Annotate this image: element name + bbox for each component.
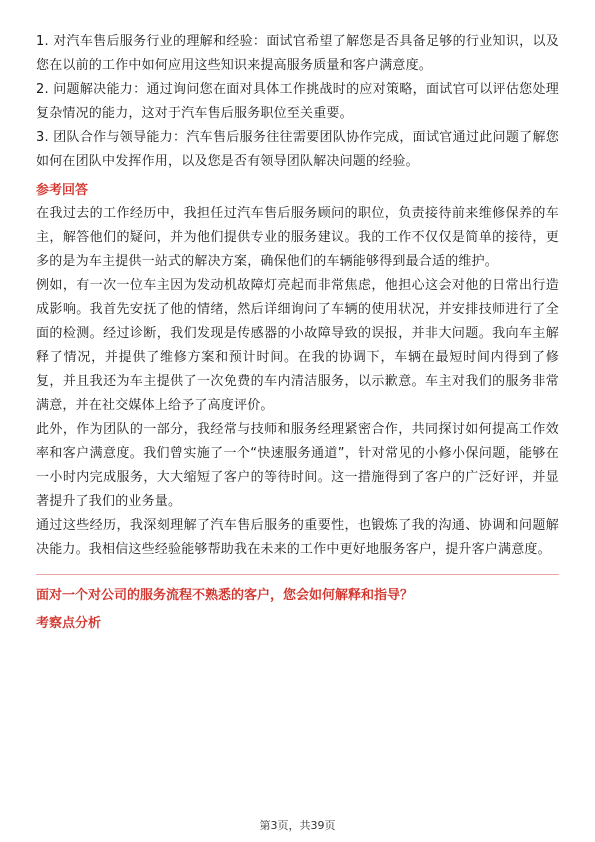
criteria-item-1: 1. 对汽车售后服务行业的理解和经验：面试官希望了解您是否具备足够的行业知识，以及您在以前的工作中如何应用这些知识来提高服务质量和客户满意度。 <box>36 34 559 73</box>
criteria-item-2: 2. 问题解决能力：通过询问您在面对具体工作挑战时的应对策略，面试官可以评估您处理复杂情况的能力，这对于汽车售后服务职位至关重要。 <box>36 82 559 121</box>
document-page <box>36 30 559 635</box>
criteria-item-3: 3. 团队合作与领导能力：汽车售后服务往往需要团队协作完成，面试官通过此问题了解您如何在团队中发挥作用，以及您是否有领导团队解决问题的经验。 <box>36 130 559 169</box>
section-divider <box>36 574 559 575</box>
answer-paragraph-2: 例如，有一次一位车主因为发动机故障灯亮起而非常焦虑，他担心这会对他的日常出行造成影响。我首先安抚了他的情绪，然后详细询问了车辆的使用状况，并安排技师进行了全面的检测。经过诊断，我们发现是传感器的小故障导致的误报，并非大问题。我向车主解释了情况，并提供了维修方案和预计时间。在我的协调下，车辆在最短时间内得到了修复，并且我还为车主提供了一次免费的车内清洁服务，以示歉意。车主对我们的服务非常满意，并在社交媒体上给予了高度评价。 <box>36 278 559 413</box>
analysis-heading: 考察点分析 <box>36 616 102 631</box>
answer-paragraph-3: 此外，作为团队的一部分，我经常与技师和服务经理紧密合作，共同探讨如何提高工作效率和客户满意度。我们曾实施了一个“快速服务通道”，针对常见的小修小保问题，能够在一小时内完成服务，大大缩短了客户的等待时间。这一措施得到了客户的广泛好评，并显著提升了我们的业务量。 <box>36 422 559 509</box>
answer-paragraph-4: 通过这些经历，我深刻理解了汽车售后服务的重要性，也锻炼了我的沟通、协调和问题解决能力。我相信这些经验能够帮助我在未来的工作中更好地服务客户，提升客户满意度。 <box>36 518 559 557</box>
answer-paragraph-1: 在我过去的工作经历中，我担任过汽车售后服务顾问的职位，负责接待前来维修保养的车主，解答他们的疑问，并为他们提供专业的服务建议。我的工作不仅仅是简单的接待，更多的是为车主提供一站式的解决方案，确保他们的车辆能够得到最合适的维护。 <box>36 206 559 269</box>
next-question-heading: 面对一个对公司的服务流程不熟悉的客户，您会如何解释和指导？ <box>36 588 414 603</box>
page-number-footer: 第3页，共39页 <box>259 819 336 832</box>
reference-answer-heading: 参考回答 <box>36 183 89 198</box>
